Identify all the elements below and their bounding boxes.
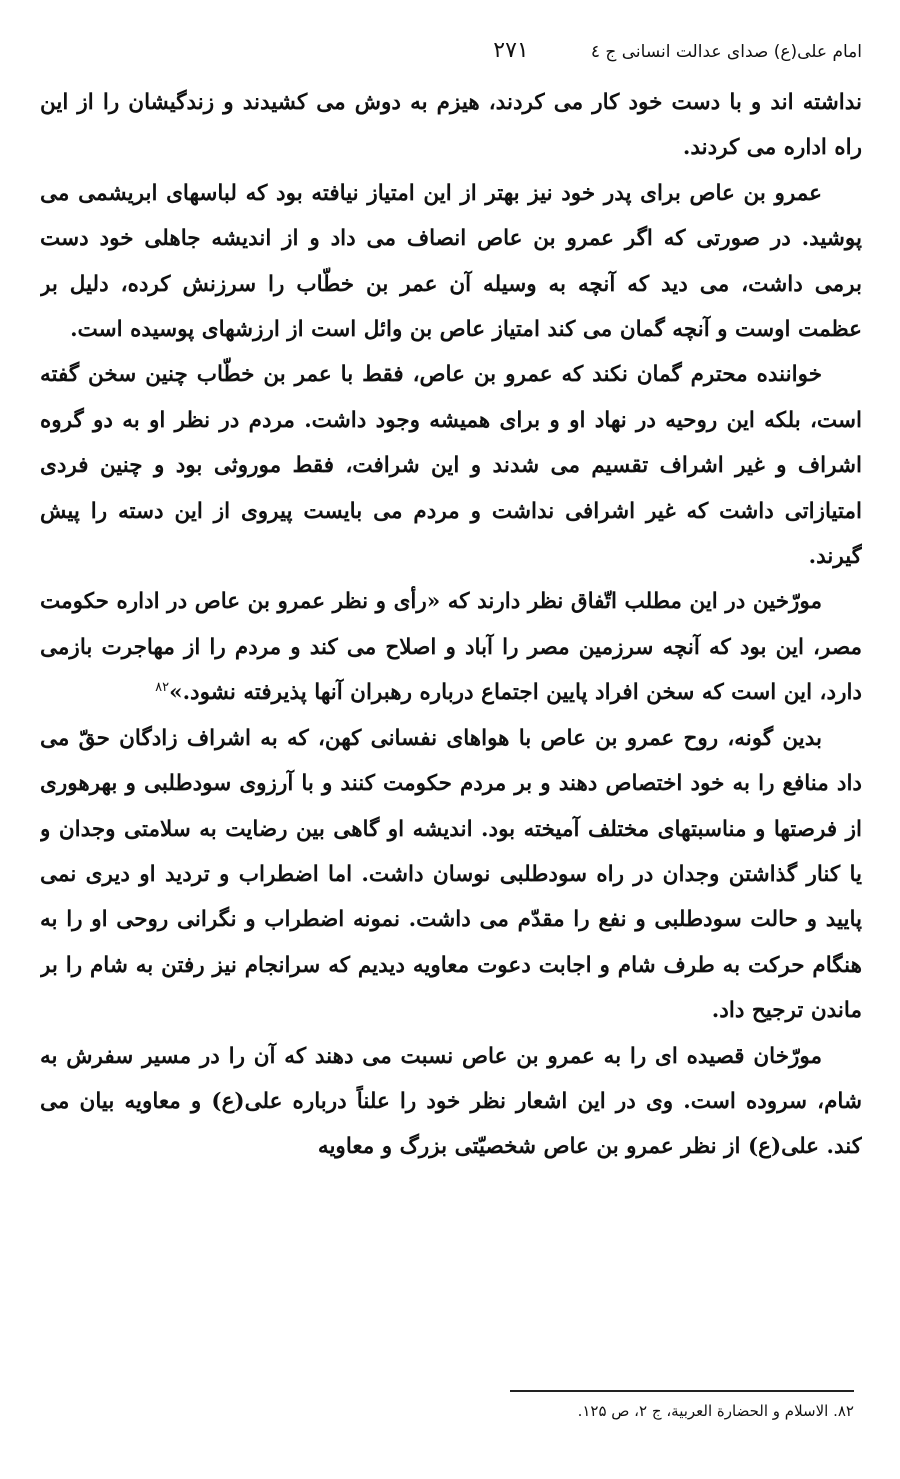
body-text <box>40 80 862 1370</box>
paragraph <box>40 352 862 579</box>
page-header <box>40 38 862 72</box>
footnote: ۸۲. الاسلام و الحضارة العربیة، ج ۲، ص ۱۲۵. <box>577 1402 854 1420</box>
paragraph <box>40 171 862 353</box>
paragraph-text: نداشته اند و با دست خود کار می کردند، هیزم به دوش می کشیدند و زندگیشان را از این راه اداره می کردند. <box>40 90 862 161</box>
paragraph <box>40 1034 862 1170</box>
paragraph-text: مورّخین در این مطلب اتّفاق نظر دارند که «رأی و نظر عمرو بن عاص در اداره حکومت مصر، این بود که آنچه سرزمین مصر را آباد و اصلاح می کند و مردم را از مهاجرت بازمی دارد، این است که سخن افراد پایین اجتماع درباره رهبران آنها پذیرفته نشود.» <box>40 589 862 706</box>
paragraph <box>40 716 862 1034</box>
footnote-divider <box>510 1390 854 1392</box>
running-title: امام علی(ع) صدای عدالت انسانی ج ٤ <box>590 42 862 62</box>
paragraph-text: عمرو بن عاص برای پدر خود نیز بهتر از این امتیاز نیافته بود که لباسهای ابریشمی می پوشید. در صورتی که اگر عمرو بن عاص انصاف می داد و از اندیشه جاهلی خود دست برمی داشت، می دید که آنچه به وسیله آن عمر بن خطّاب را سرزنش کرده، دلیل بر عظمت اوست و آنچه گمان می کند امتیاز عاص بن وائل است از ارزشهای پوسیده است. <box>40 180 862 343</box>
paragraph-text: بدین گونه، روح عمرو بن عاص با هواهای نفسانی کهن، که به اشراف زادگان حقّ می داد منافع را به خود اختصاص دهند و بر مردم حکومت کنند و با آرزوی سودطلبی و بهرهوری از فرصتها و مناسبتهای مختلف آمیخته بود. اندیشه او گاهی بین رضایت به سلامتی وجدان و یا کنار گذاشتن وجدان در راه سودطلبی نوسان داشت. اما اضطراب و تردید او دیری نمی پایید و حالت سودطلبی و نفع را مقدّم می داشت. نمونه اضطراب و نگرانی روحی او را به هنگام حرکت به طرف شام و اجابت دعوت معاویه دیدیم که سرانجام نیز رفتن به شام را بر ماندن ترجیح داد. <box>40 725 862 1024</box>
paragraph-text: مورّخان قصیده ای را به عمرو بن عاص نسبت می دهند که آن را در مسیر سفرش به شام، سروده است. وی در این اشعار نظر خود را علناً درباره علی(ع) و معاویه بیان می کند. علی(ع) از نظر عمرو بن عاص شخصیّتی بزرگ و معاویه <box>40 1043 862 1160</box>
page-number: ۲۷۱ <box>493 38 529 63</box>
paragraph <box>40 80 862 171</box>
paragraph-text: خواننده محترم گمان نکند که عمرو بن عاص، فقط با عمر بن خطّاب چنین سخن گفته است، بلکه این روحیه در نهاد او و برای همیشه وجود داشت. مردم در نظر او به دو گروه اشراف و غیر اشراف تقسیم می شدند و این شرافت، فقط موروثی بود و چنین فردی امتیازاتی داشت که غیر اشرافی نداشت و مردم می بایست پیروی از این دسته را پیش گیرند. <box>40 362 862 570</box>
footnote-reference[interactable]: ۸۲ <box>155 680 170 696</box>
paragraph <box>40 579 862 715</box>
